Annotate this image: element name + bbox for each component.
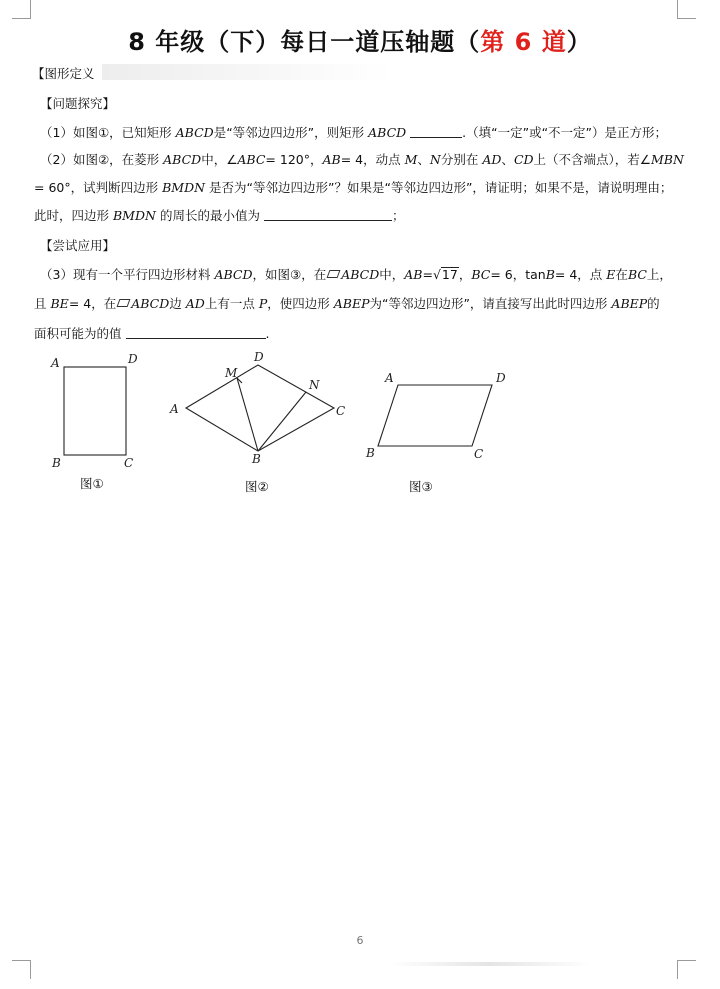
footer-shadow [390, 962, 590, 966]
faded-header-strip [102, 64, 392, 80]
q1-suffix: .（填“一定”或“不一定”）是正方形； [462, 125, 668, 140]
fig3-caption: 图③ [409, 479, 433, 494]
fig2-caption: 图② [245, 479, 269, 494]
q3b-mid2: 上有一点 [204, 296, 255, 311]
title-close: ） [566, 28, 592, 56]
q3b-end: 的 [647, 296, 660, 311]
fig3-label-b: B [366, 446, 375, 460]
q1-abcd2: ABCD [368, 125, 407, 140]
q2-answer-blank[interactable] [264, 208, 392, 221]
corner-mark-bottom-right [677, 960, 696, 979]
q3-bc-val: = 6，tan [490, 267, 546, 282]
q1-prefix: （1）如图①，已知矩形 [40, 125, 172, 140]
q3-abcd2: ABCD [341, 267, 380, 282]
q3-end: 上， [646, 267, 672, 282]
fig1-rectangle [64, 367, 126, 455]
q3-sqrt-val: 17 [441, 267, 458, 282]
q2c-bmdn: BMDN [113, 208, 156, 223]
section-apply [40, 237, 115, 255]
fig2-label-c: C [336, 404, 346, 418]
q3-mid2: 中， [379, 267, 405, 282]
fig1-label-c: C [124, 456, 134, 470]
q2-prefix: （2）如图②，在菱形 [40, 152, 160, 167]
q2-n: N [429, 152, 441, 167]
q1-answer-blank[interactable] [410, 125, 462, 138]
q2-abcd: ABCD [163, 152, 202, 167]
q2b-bmdn: BMDN [162, 180, 206, 195]
fig1-label-a: A [51, 356, 60, 370]
q2-sep: 、 [417, 152, 430, 167]
q3-mid: ，如图③，在 [252, 267, 327, 282]
fig2-label-m: M [225, 366, 238, 380]
q2-m: M [404, 152, 418, 167]
fig2-label-n: N [309, 378, 320, 392]
title-highlight: 第 6 道 [480, 28, 567, 56]
q3c-prefix: 面积可能为的值 [34, 326, 122, 341]
q2-cd: CD [513, 152, 534, 167]
fig2-label-d: D [254, 350, 264, 364]
figures-area [0, 345, 720, 525]
q3-bc2: BC [627, 267, 647, 282]
q2-ab-val: = 4，动点 [340, 152, 401, 167]
q2-abc: ABC [237, 152, 266, 167]
q3c-end: . [265, 326, 270, 341]
q3b-abep: ABEP [333, 296, 370, 311]
fig1-caption: 图① [80, 476, 104, 491]
section-definition-label: 【图形定义 [32, 66, 95, 81]
question-1 [40, 124, 667, 142]
q2-eq: = 120°， [265, 152, 323, 167]
fig1-label-b: B [52, 456, 61, 470]
q2-ad: AD [482, 152, 502, 167]
q2b-prefix: = 60°，试判断四边形 [34, 180, 159, 195]
q2c-suffix: 的周长的最小值为 [159, 208, 260, 223]
q2-mbn: MBN [651, 152, 684, 167]
q1-mid: 是“等邻边四边形”，则矩形 [213, 125, 365, 140]
q2-mid2: 分别在 [440, 152, 479, 167]
page-title [0, 22, 720, 57]
q2-mid: 中，∠ [201, 152, 238, 167]
q3b-prefix: 且 [34, 296, 47, 311]
corner-mark-top-left [12, 0, 31, 19]
q3b-be: BE [50, 296, 69, 311]
q3b-mid: 边 [169, 296, 182, 311]
fig2-label-a: A [170, 402, 179, 416]
question-3-line-1: （3）现有一个平行四边形材料 ABCD，如图③，在 ABCD中，AB=√17，BC= 6，tanB= 4，点 E在BC上， [40, 267, 672, 282]
fig2-label-b: B [252, 452, 261, 466]
q3-bc: BC [471, 267, 491, 282]
q3-e: E [606, 267, 616, 282]
q3b-mid3: ，使四边形 [267, 296, 330, 311]
q3-mid3: 在 [615, 267, 628, 282]
question-2-line-1 [40, 151, 684, 169]
fig3-parallelogram [378, 385, 492, 446]
q2-suffix: 上（不含端点），若∠ [533, 152, 651, 167]
q3-abcd: ABCD [214, 267, 253, 282]
question-2-line-3 [34, 207, 404, 225]
q2-ab: AB [322, 152, 341, 167]
q3-comma1: ， [458, 267, 472, 282]
q3b-be-val: = 4，在 [68, 296, 117, 311]
question-3-line-3 [34, 325, 269, 343]
q1-abcd: ABCD [175, 125, 214, 140]
corner-mark-bottom-left [12, 960, 31, 979]
q3-prefix: （3）现有一个平行四边形材料 [40, 267, 211, 282]
section-definition [32, 65, 95, 83]
fig3-label-d: D [496, 371, 506, 385]
question-3-line-2 [34, 295, 660, 313]
fig3-label-a: A [385, 371, 394, 385]
q3b-abcd: ABCD [131, 296, 170, 311]
q3b-abep2: ABEP [611, 296, 648, 311]
section-explore-label: 【问题探究】 [40, 96, 116, 111]
q3-eq1: = [422, 267, 433, 282]
section-explore [40, 95, 115, 113]
question-2-line-2 [34, 179, 672, 197]
q2c-end: ； [391, 208, 405, 223]
q3b-mid4: 为“等邻边四边形”，请直接写出此时四边形 [369, 296, 608, 311]
q3-ab: AB [404, 267, 423, 282]
q3b-ad: AD [185, 296, 205, 311]
corner-mark-top-right [677, 0, 696, 19]
section-apply-label: 【尝试应用】 [40, 238, 116, 253]
fig2-segment-bn [258, 392, 306, 451]
q3-answer-blank[interactable] [126, 326, 266, 339]
title-main: 8 年级（下）每日一道压轴题（ [128, 28, 481, 56]
q2-sep2: 、 [501, 152, 514, 167]
fig3-label-c: C [474, 447, 484, 461]
q3-b: B [545, 267, 555, 282]
parallelogram-symbol [117, 299, 131, 307]
parallelogram-symbol [327, 270, 341, 278]
q2c-prefix: 此时，四边形 [34, 208, 110, 223]
q3b-p: P [258, 296, 268, 311]
page-number: 6 [356, 934, 364, 947]
fig1-label-d: D [128, 352, 138, 366]
q3-b-val: = 4，点 [554, 267, 603, 282]
q2b-suffix: 是否为“等邻边四边形”？如果是“等邻边四边形”，请证明；如果不是，请说明理由； [209, 180, 673, 195]
